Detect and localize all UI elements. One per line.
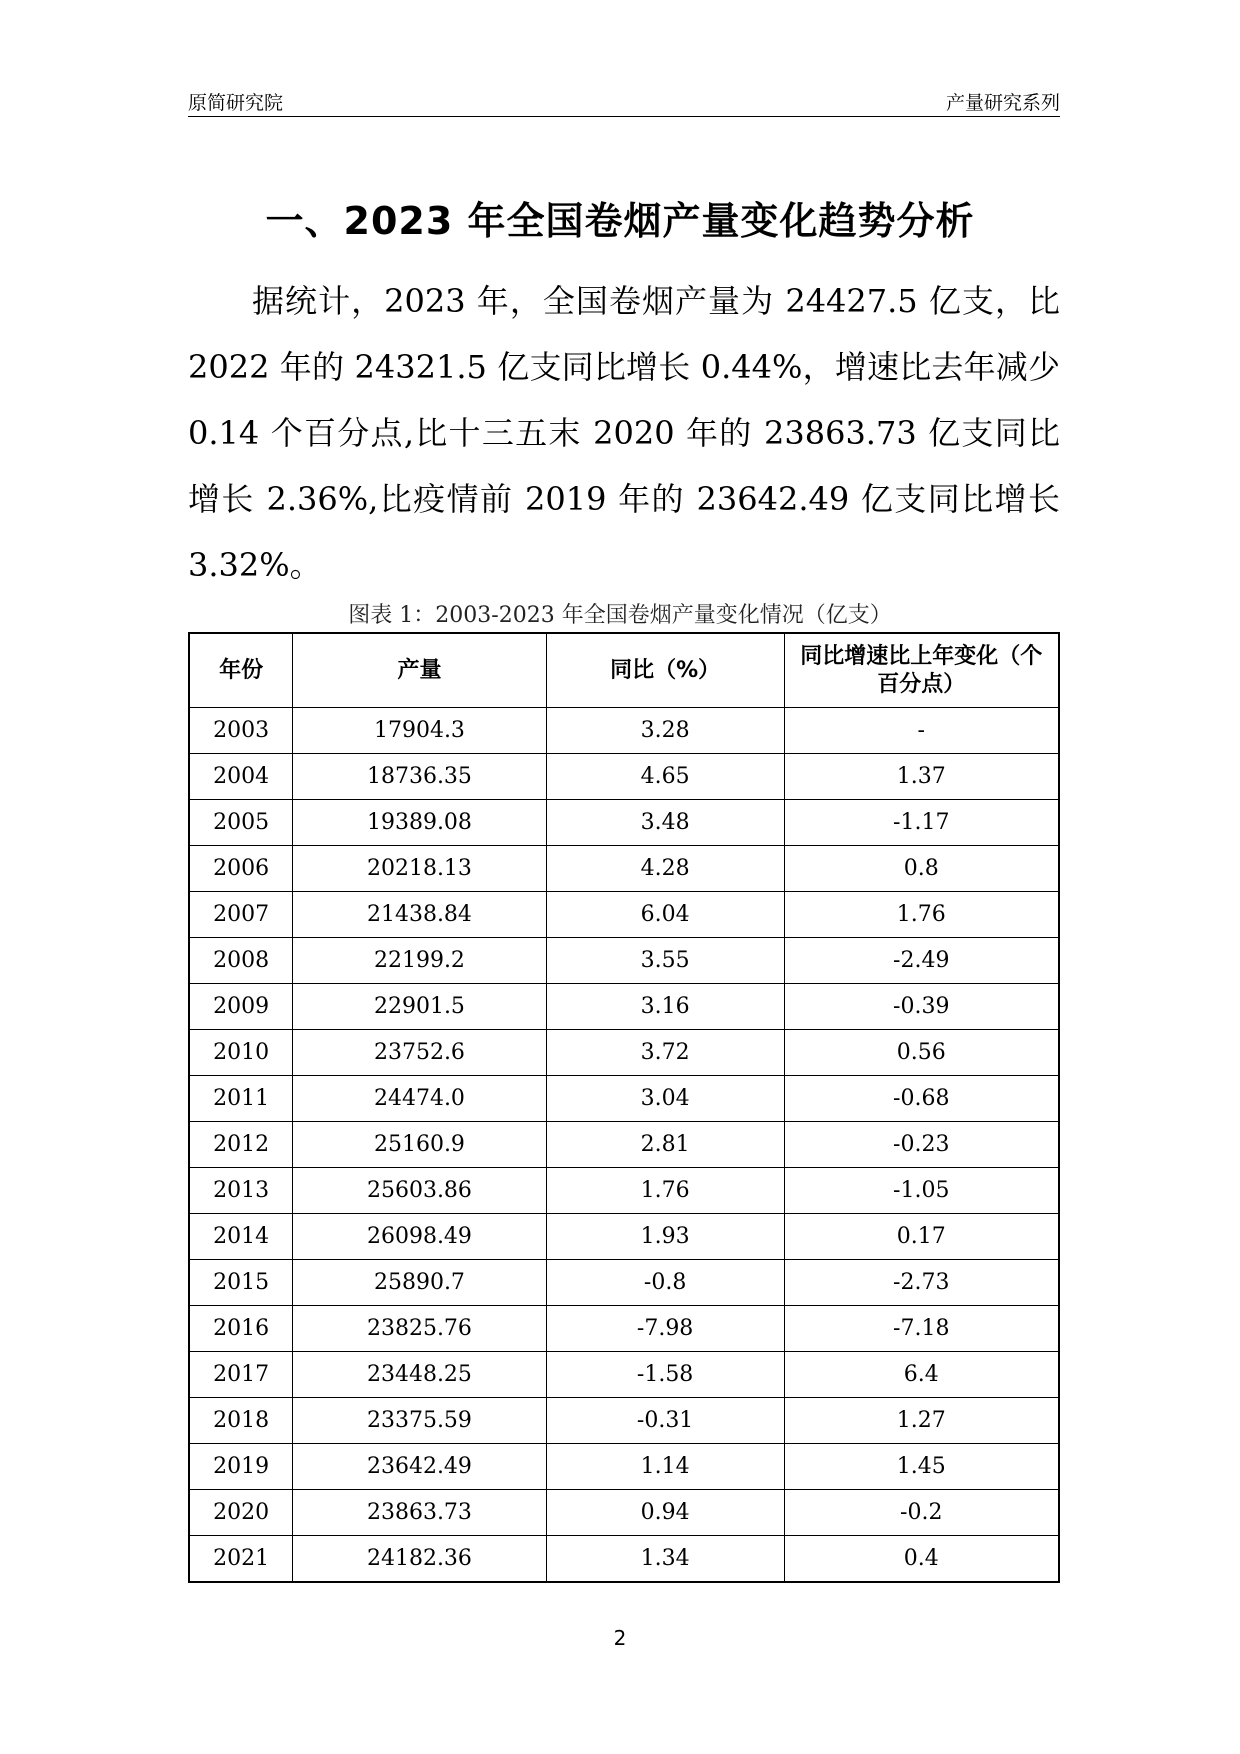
cell-output: 25890.7 — [293, 1260, 547, 1306]
cell-output: 22901.5 — [293, 984, 547, 1030]
cell-year: 2005 — [189, 800, 293, 846]
table-row — [189, 984, 1059, 1030]
table-row — [189, 800, 1059, 846]
cell-year: 2007 — [189, 892, 293, 938]
cell-yoy-change: -1.17 — [784, 800, 1059, 846]
cell-yoy: 1.34 — [546, 1536, 784, 1583]
cell-yoy: 0.94 — [546, 1490, 784, 1536]
cell-yoy: 1.76 — [546, 1168, 784, 1214]
page-number: 2 — [613, 1626, 627, 1650]
page-header — [188, 86, 1060, 117]
cell-yoy-change: 6.4 — [784, 1352, 1059, 1398]
cell-output: 22199.2 — [293, 938, 547, 984]
section-title: 一、2023 年全国卷烟产量变化趋势分析 — [265, 199, 975, 243]
cell-year: 2006 — [189, 846, 293, 892]
cell-yoy: 3.16 — [546, 984, 784, 1030]
cell-yoy: 2.81 — [546, 1122, 784, 1168]
table-row — [189, 1214, 1059, 1260]
cell-output: 23642.49 — [293, 1444, 547, 1490]
cell-yoy-change: -0.23 — [784, 1122, 1059, 1168]
cell-yoy: 1.14 — [546, 1444, 784, 1490]
cell-year: 2010 — [189, 1030, 293, 1076]
table-row — [189, 1490, 1059, 1536]
cell-yoy: 1.93 — [546, 1214, 784, 1260]
cell-yoy-change: 1.45 — [784, 1444, 1059, 1490]
cell-output: 25603.86 — [293, 1168, 547, 1214]
cell-output: 24182.36 — [293, 1536, 547, 1583]
header-output: 产量 — [293, 633, 547, 708]
cell-year: 2020 — [189, 1490, 293, 1536]
cell-yoy: 3.28 — [546, 708, 784, 754]
cell-yoy: 3.48 — [546, 800, 784, 846]
header-yoy-change: 同比增速比上年变化（个百分点） — [784, 633, 1059, 708]
cell-yoy-change: -7.18 — [784, 1306, 1059, 1352]
cell-output: 24474.0 — [293, 1076, 547, 1122]
cell-output: 23863.73 — [293, 1490, 547, 1536]
cell-output: 25160.9 — [293, 1122, 547, 1168]
cell-year: 2012 — [189, 1122, 293, 1168]
cell-year: 2013 — [189, 1168, 293, 1214]
table-row — [189, 1444, 1059, 1490]
cell-year: 2018 — [189, 1398, 293, 1444]
cell-output: 21438.84 — [293, 892, 547, 938]
table-header-row — [189, 633, 1059, 708]
cell-output: 23375.59 — [293, 1398, 547, 1444]
cell-output: 26098.49 — [293, 1214, 547, 1260]
cell-yoy-change: 1.37 — [784, 754, 1059, 800]
table-row — [189, 1398, 1059, 1444]
cell-year: 2011 — [189, 1076, 293, 1122]
cell-yoy: -1.58 — [546, 1352, 784, 1398]
table-row — [189, 1122, 1059, 1168]
cell-output: 17904.3 — [293, 708, 547, 754]
cell-year: 2014 — [189, 1214, 293, 1260]
cell-yoy-change: -0.2 — [784, 1490, 1059, 1536]
cell-yoy-change: 0.4 — [784, 1536, 1059, 1583]
body-paragraph: 据统计，2023 年，全国卷烟产量为 24427.5 亿支，比 2022 年的 24321.5 亿支同比增长 0.44%，增速比去年减少 0.14 个百分点,比十三五末 2020 年的 23863.73 亿支同比增长 2.36%,比疫情前 2019 年的 23642.49 亿支同比增长 3.32%。 — [188, 282, 1060, 584]
cell-year: 2016 — [189, 1306, 293, 1352]
table-row — [189, 892, 1059, 938]
cell-yoy-change: -1.05 — [784, 1168, 1059, 1214]
table-row — [189, 1260, 1059, 1306]
cell-yoy: 3.04 — [546, 1076, 784, 1122]
cell-yoy-change: -2.49 — [784, 938, 1059, 984]
table-caption: 图表 1：2003-2023 年全国卷烟产量变化情况（亿支） — [348, 603, 892, 628]
cell-yoy-change: - — [784, 708, 1059, 754]
cell-yoy: 3.55 — [546, 938, 784, 984]
table-row — [189, 846, 1059, 892]
table-row — [189, 754, 1059, 800]
table-row — [189, 1030, 1059, 1076]
cell-yoy-change: -0.68 — [784, 1076, 1059, 1122]
cell-year: 2008 — [189, 938, 293, 984]
header-year: 年份 — [189, 633, 293, 708]
table-row — [189, 1168, 1059, 1214]
table-row — [189, 938, 1059, 984]
cell-output: 20218.13 — [293, 846, 547, 892]
cell-output: 23448.25 — [293, 1352, 547, 1398]
cell-yoy-change: -0.39 — [784, 984, 1059, 1030]
cell-output: 19389.08 — [293, 800, 547, 846]
cell-yoy: 3.72 — [546, 1030, 784, 1076]
header-series-name: 产量研究系列 — [945, 92, 1060, 114]
cell-yoy: -7.98 — [546, 1306, 784, 1352]
table-row — [189, 1076, 1059, 1122]
cell-yoy-change: 0.56 — [784, 1030, 1059, 1076]
cell-output: 23752.6 — [293, 1030, 547, 1076]
cell-yoy-change: 0.8 — [784, 846, 1059, 892]
cell-output: 23825.76 — [293, 1306, 547, 1352]
cell-year: 2004 — [189, 754, 293, 800]
header-yoy: 同比（%） — [546, 633, 784, 708]
cell-yoy: -0.31 — [546, 1398, 784, 1444]
cell-year: 2003 — [189, 708, 293, 754]
cell-yoy-change: -2.73 — [784, 1260, 1059, 1306]
header-org-name: 原简研究院 — [188, 92, 284, 114]
cell-output: 18736.35 — [293, 754, 547, 800]
cell-year: 2021 — [189, 1536, 293, 1583]
cell-yoy: 4.65 — [546, 754, 784, 800]
cell-yoy: -0.8 — [546, 1260, 784, 1306]
table-body — [189, 708, 1059, 1583]
cell-year: 2015 — [189, 1260, 293, 1306]
cell-yoy-change: 0.17 — [784, 1214, 1059, 1260]
cell-year: 2017 — [189, 1352, 293, 1398]
table-row — [189, 708, 1059, 754]
cell-yoy: 6.04 — [546, 892, 784, 938]
cell-yoy: 4.28 — [546, 846, 784, 892]
table-row — [189, 1536, 1059, 1583]
cell-yoy-change: 1.76 — [784, 892, 1059, 938]
cell-yoy-change: 1.27 — [784, 1398, 1059, 1444]
production-table — [188, 632, 1060, 1583]
cell-year: 2009 — [189, 984, 293, 1030]
table-row — [189, 1306, 1059, 1352]
cell-year: 2019 — [189, 1444, 293, 1490]
table-row — [189, 1352, 1059, 1398]
